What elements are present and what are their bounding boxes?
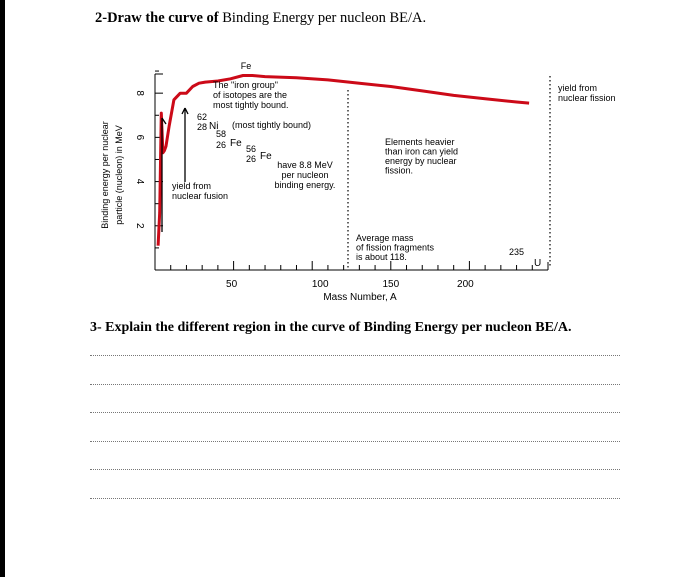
question-2-normal: Binding Energy per nucleon BE/A.: [222, 10, 427, 26]
answer-line[interactable]: [90, 441, 620, 442]
x-tick-label: 100: [311, 279, 329, 290]
average-mass-note: of fission fragments: [356, 242, 435, 253]
y-axis-title-line2: particle (nucleon) in MeV: [114, 125, 124, 225]
answer-line[interactable]: [90, 384, 620, 385]
heavier-elements-note: fission.: [385, 165, 414, 176]
answer-line[interactable]: [90, 498, 620, 499]
ni62-symbol: Ni: [209, 121, 219, 132]
question-3-title: 3- Explain the different region in the curve of Binding Energy per nucleon BE/A.: [90, 320, 572, 335]
fusion-note: nuclear fusion: [172, 191, 229, 201]
fe56-note: have 8.8 MeV: [277, 160, 333, 170]
iron-group-note: The "iron group": [213, 80, 278, 90]
heavier-elements-note: energy by nuclear: [385, 156, 457, 166]
x-tick-label: 150: [382, 279, 400, 290]
fe56-note: binding energy.: [274, 180, 336, 190]
fe58-atomic-number: 26: [216, 140, 227, 150]
y-tick-label: 8: [134, 90, 145, 96]
fe56-atomic-number: 26: [246, 154, 257, 164]
average-mass-note: Average mass: [356, 233, 414, 243]
x-tick-label: 200: [457, 279, 474, 290]
iron-group-note: most tightly bound.: [213, 100, 289, 110]
heavier-elements-note: Elements heavier: [385, 137, 455, 147]
y-axis-title-line1: Binding energy per nuclear: [100, 121, 110, 229]
fe56-symbol: Fe: [260, 151, 272, 162]
answer-line[interactable]: [90, 469, 620, 470]
fission-note: nuclear fission: [558, 93, 616, 103]
ni62-note: (most tightly bound): [232, 120, 312, 130]
y-tick-label: 2: [134, 223, 145, 229]
fe58-symbol: Fe: [230, 138, 242, 149]
fe56-mass-number: 56: [246, 144, 257, 154]
iron-group-note: of isotopes are the: [213, 90, 288, 100]
u235-mass-number: 235: [509, 247, 525, 257]
y-tick-label: 4: [134, 178, 145, 185]
x-tick-label: 50: [226, 279, 238, 290]
fe56-note: per nucleon: [281, 170, 329, 180]
fission-note: yield from: [558, 83, 598, 93]
x-axis-title: Mass Number, A: [323, 292, 397, 303]
u235-symbol: U: [534, 258, 542, 269]
answer-line[interactable]: [90, 355, 620, 356]
ni62-atomic-number: 28: [197, 122, 208, 132]
heavier-elements-note: than iron can yield: [385, 146, 459, 157]
y-tick-label: 6: [134, 134, 145, 141]
answer-line[interactable]: [90, 412, 620, 413]
average-mass-note: is about 118.: [356, 252, 407, 262]
fe-top-label: Fe: [240, 61, 252, 71]
question-2-bold: 2-Draw the curve of: [95, 10, 219, 26]
fusion-note: yield from: [172, 181, 212, 191]
chart-annotations: [162, 61, 616, 269]
ni62-mass-number: 62: [197, 112, 208, 122]
fe58-mass-number: 58: [216, 129, 227, 139]
